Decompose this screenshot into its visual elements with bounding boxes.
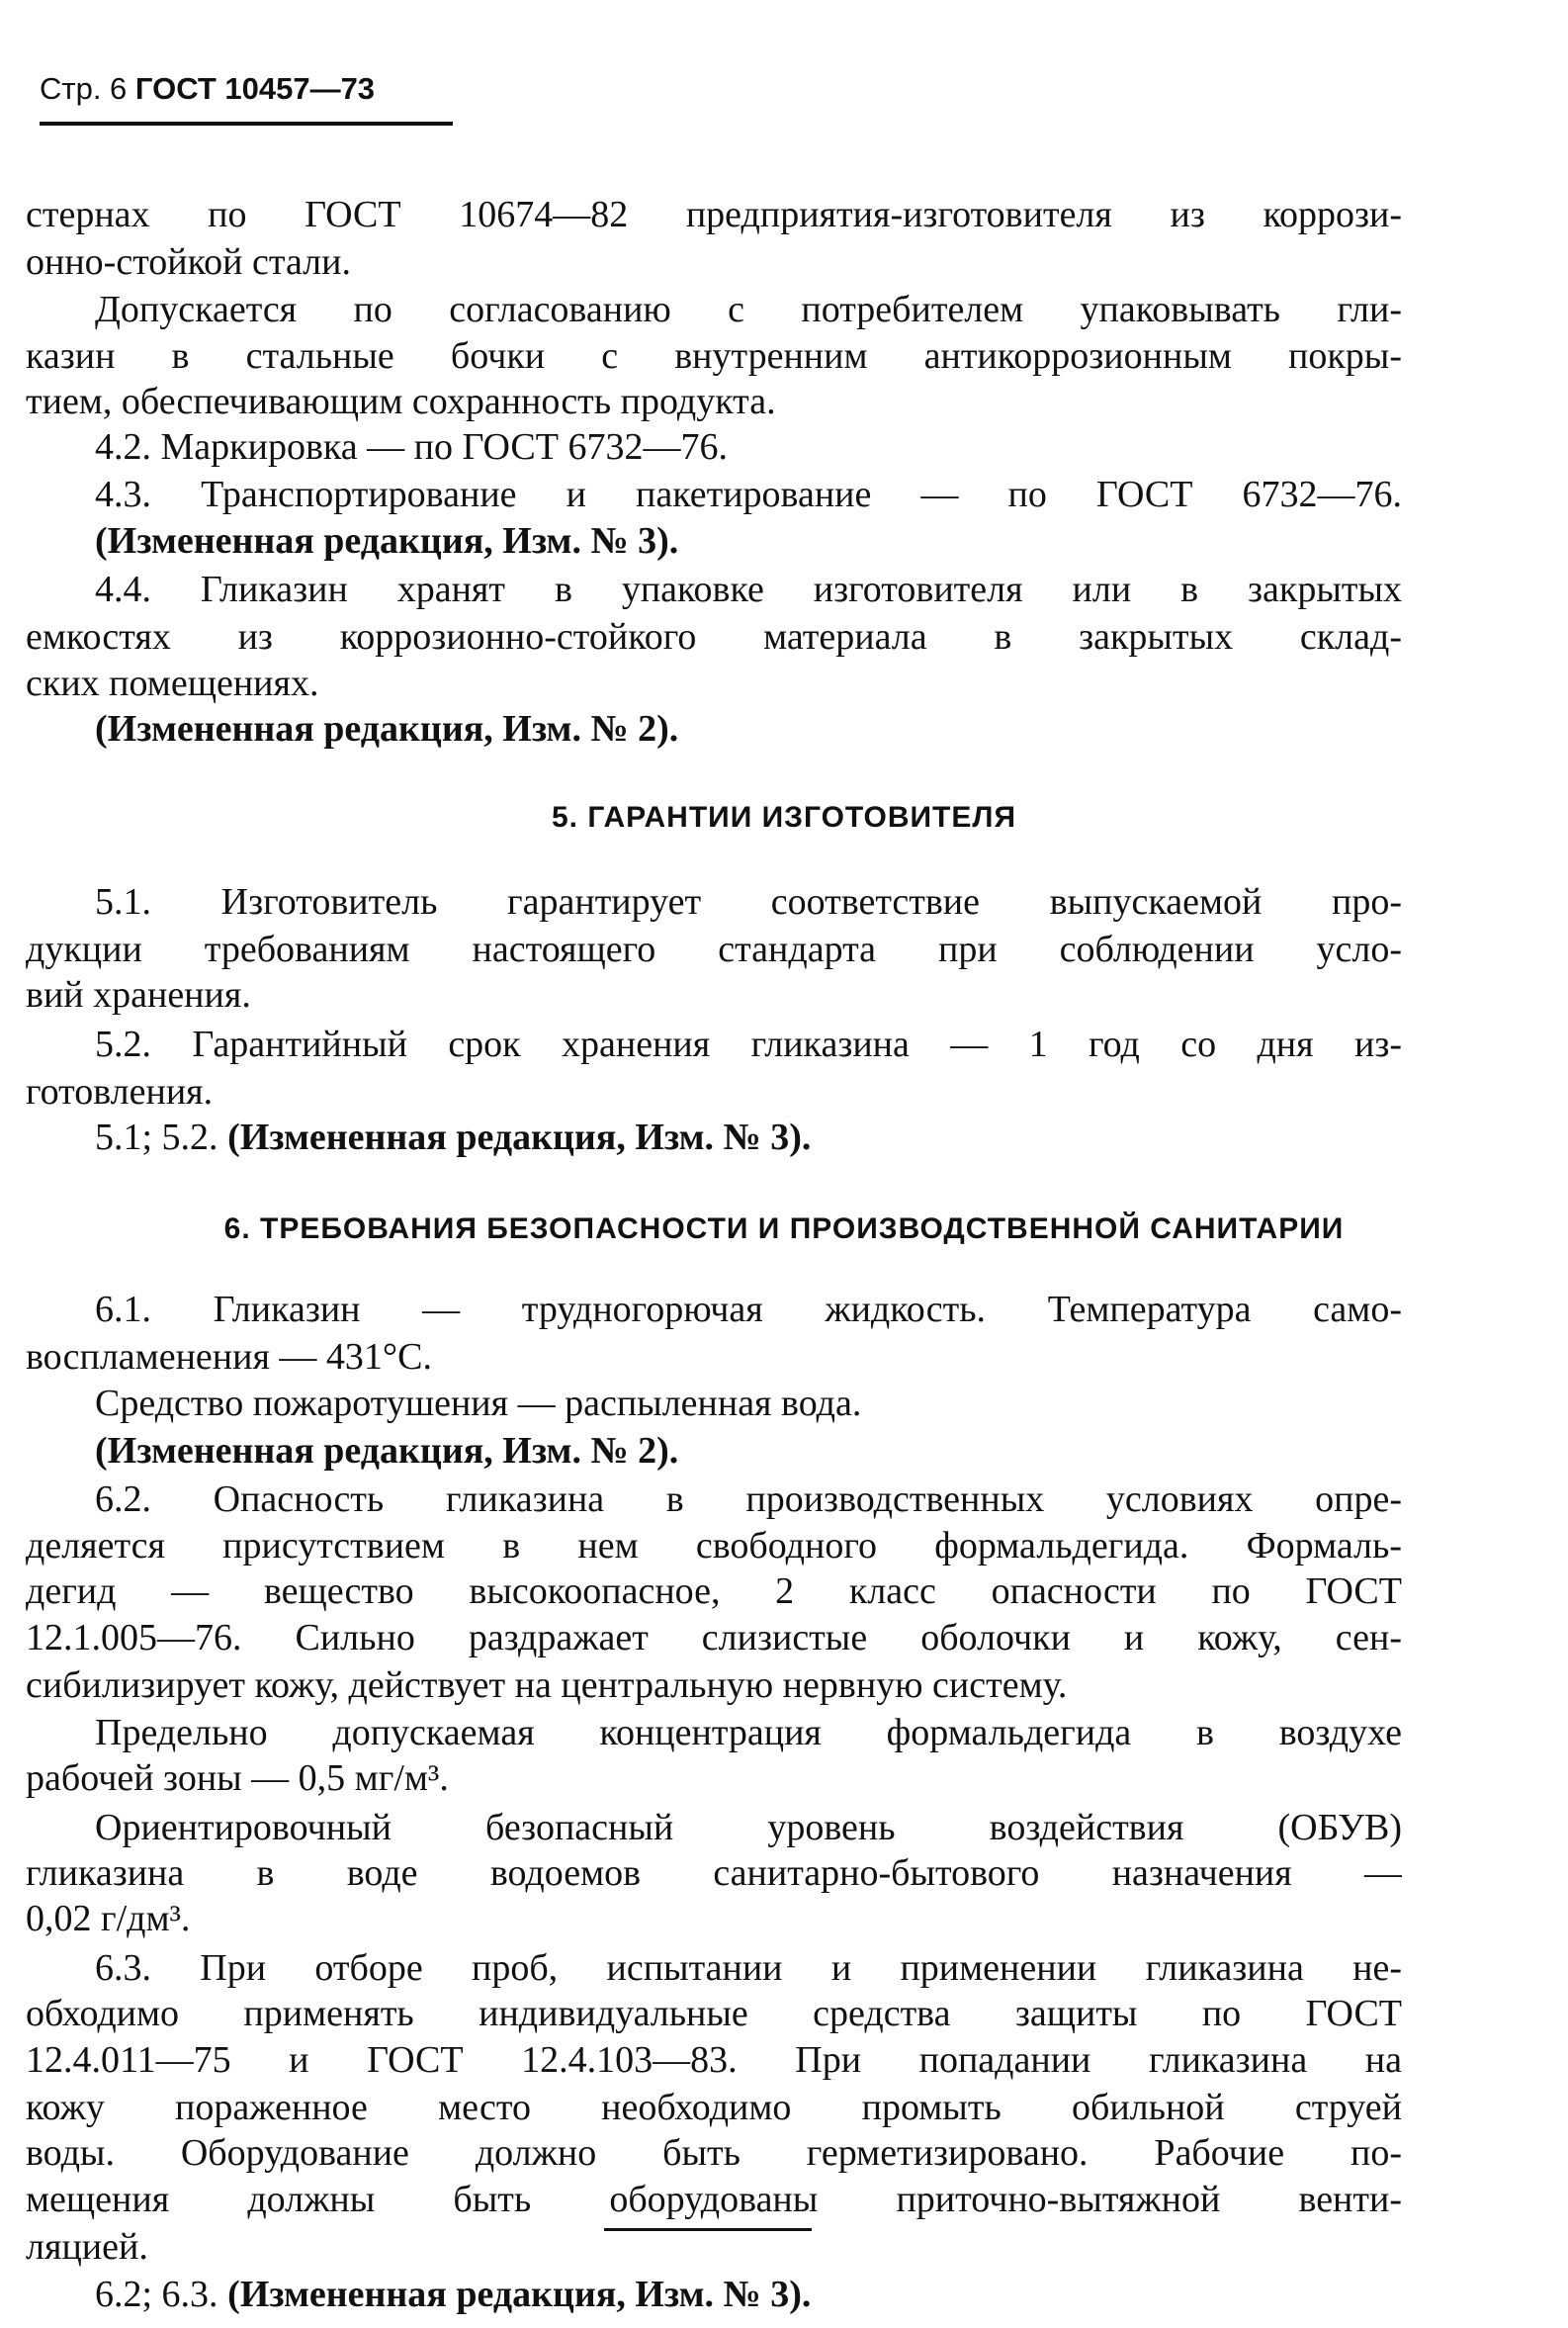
text-line: казин в стальные бочки с внутренним антикоррозионным покры- [26,334,1402,377]
amendment-note: (Измененная редакция, Изм. № 2). [95,1429,679,1472]
clause-5-1: 5.1. Изготовитель гарантирует соответствие выпускаемой про- [95,880,1402,923]
text-line: ских помещениях. [26,662,319,704]
text-line: кожу пораженное место необходимо промыть обильной струей [26,2086,1402,2128]
text-line: тием, обеспечивающим сохранность продукта. [26,381,776,422]
clause-4-2: 4.2. Маркировка — по ГОСТ 6732—76. [95,426,728,469]
amendment-text: (Измененная редакция, Изм. № 3). [227,1117,812,1158]
text-line: ляцией. [26,2225,148,2268]
text-line: 12.1.005—76. Сильно раздражает слизистые оболочки и кожу, сен- [26,1616,1402,1658]
text-line: Предельно допускаемая концентрация формальдегида в воздухе [95,1711,1402,1753]
amendment-note [95,1116,1402,1159]
text-line: 12.4.011—75 и ГОСТ 12.4.103—83. При попадании гликазина на [26,2038,1402,2081]
amendment-text: (Измененная редакция, Изм. № 3). [227,2273,812,2315]
text-line: сибилизирует кожу, действует на центральную нервную систему. [26,1663,1068,1706]
amendment-note [95,2273,1402,2316]
text-line: готовления. [26,1070,214,1113]
text-line: стернах по ГОСТ 10674—82 предприятия-изготовителя из коррози- [26,194,1402,236]
clause-6-2: 6.2. Опасность гликазина в производственных условиях опре- [95,1478,1402,1521]
text-line: обходимо применять индивидуальные средства защиты по ГОСТ [26,1993,1402,2035]
section-heading-5: 5. ГАРАНТИИ ИЗГОТОВИТЕЛЯ [551,800,1016,834]
text-line: воспламенения — 431°С. [26,1336,432,1379]
text-line: онно-стойкой стали. [26,241,351,284]
text-line: емкостях из коррозионно-стойкого материала в закрытых склад- [26,616,1402,659]
clause-6-1: 6.1. Гликазин — трудногорючая жидкость. Температура само- [95,1289,1402,1331]
text-line: Ориентировочный безопасный уровень воздействия (ОБУВ) [95,1806,1402,1848]
text-line: рабочей зоны — 0,5 мг/м³. [26,1757,449,1799]
text-line: 0,02 г/дм³. [26,1898,191,1940]
clause-ref: 6.2; 6.3. [95,2273,218,2315]
text-line: вий хранения. [26,974,251,1016]
standard-number: ГОСТ 10457—73 [134,71,376,106]
text-line: гликазина в воде водоемов санитарно-бытового назначения — [26,1852,1402,1894]
clause-4-3: 4.3. Транспортирование и пакетирование — по ГОСТ 6732—76. [95,474,1402,516]
text-line: деляется присутствием в нем свободного формальдегида. Формаль- [26,1524,1402,1567]
clause-4-4: 4.4. Гликазин хранят в упаковке изготовителя или в закрытых [95,569,1402,611]
text-line: воды. Оборудование должно быть герметизировано. Рабочие по- [26,2132,1402,2175]
amendment-note: (Измененная редакция, Изм. № 3). [95,519,679,562]
running-head [40,67,375,111]
section-heading-6: 6. ТРЕБОВАНИЯ БЕЗОПАСНОСТИ И ПРОИЗВОДСТВЕННОЙ САНИТАРИИ [223,1211,1345,1245]
clause-ref: 5.1; 5.2. [95,1117,218,1158]
text-line: мещения должны быть оборудованы приточно-вытяжной венти- [26,2178,1402,2220]
header-rule [40,122,453,126]
page-label: Стр. 6 [40,71,128,106]
text-line: дегид — вещество высокоопасное, 2 класс опасности по ГОСТ [26,1570,1402,1613]
amendment-note: (Измененная редакция, Изм. № 2). [95,708,679,751]
clause-5-2: 5.2. Гарантийный срок хранения гликазина — 1 год со дня из- [95,1023,1402,1065]
end-rule [604,2228,812,2231]
text-line: дукции требованиям настоящего стандарта при соблюдении усло- [26,928,1402,970]
text-line: Допускается по согласованию с потребителем упаковывать гли- [95,289,1402,331]
text-line: Средство пожаротушения — распыленная вода. [95,1382,862,1424]
clause-6-3: 6.3. При отборе проб, испытании и применении гликазина не- [95,1947,1402,1989]
